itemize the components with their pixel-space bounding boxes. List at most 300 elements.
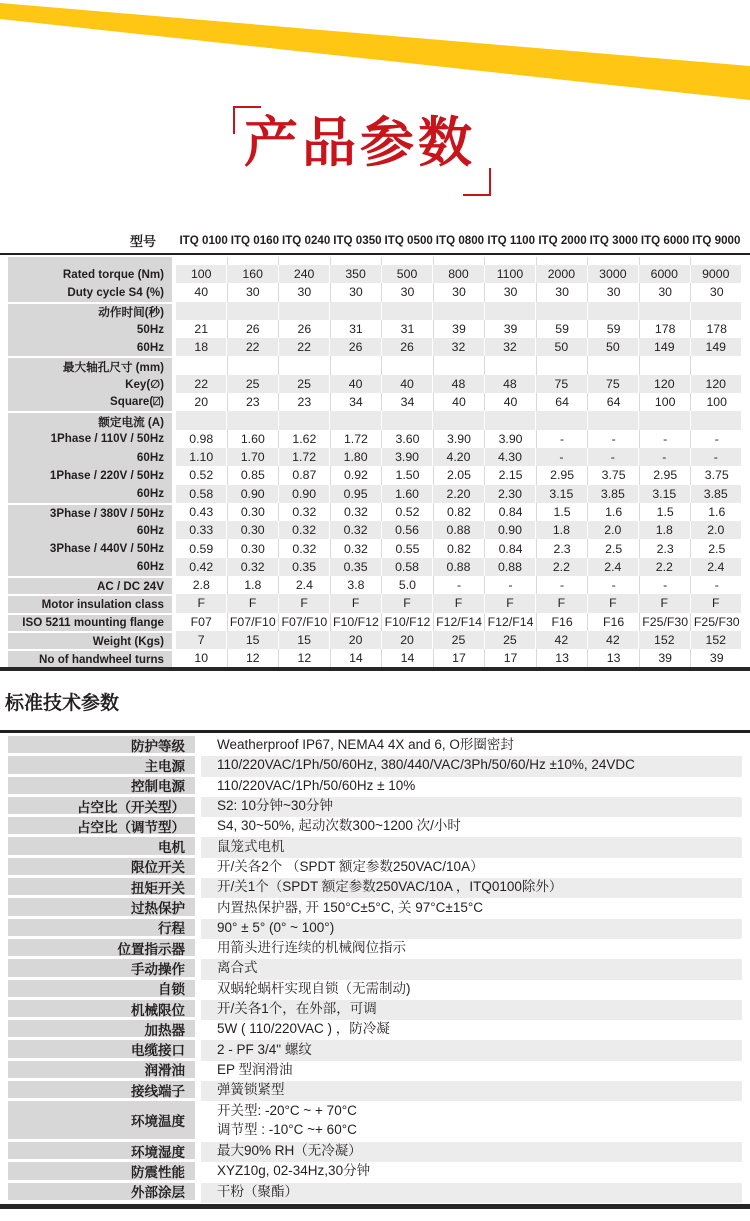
spec-cell xyxy=(536,411,587,429)
tech-row xyxy=(8,1040,742,1060)
spec-cell: 1.50 xyxy=(382,466,434,484)
spec-cell: 0.42 xyxy=(176,558,227,576)
spec-cell: 0.55 xyxy=(382,539,434,557)
spec-cell: 1.8 xyxy=(228,576,280,594)
spec-row-cells xyxy=(176,375,742,393)
spec-cell: 25 xyxy=(279,375,330,393)
spec-cell: 2000 xyxy=(536,265,587,283)
title-corner-bracket-bottom-right xyxy=(463,168,491,196)
spec-cell xyxy=(279,356,331,374)
tech-row-label: 电缆接口 xyxy=(8,1040,195,1060)
spec-cell xyxy=(176,411,227,429)
spec-row-label: ISO 5211 mounting flange xyxy=(8,613,172,631)
spec-cell: 32 xyxy=(485,338,536,356)
spec-cell: 31 xyxy=(382,320,434,338)
spec-row-label xyxy=(8,257,172,265)
tech-row xyxy=(8,1183,742,1203)
tech-row-label: 位置指示器 xyxy=(8,939,195,959)
spec-cell: 48 xyxy=(485,375,536,393)
spec-cell: 0.32 xyxy=(330,521,381,539)
spec-cell: 2.15 xyxy=(485,466,537,484)
spec-cell: F xyxy=(433,594,484,612)
tech-value-line: 5W ( 110/220VAC ) ，防冷凝 xyxy=(217,1021,390,1037)
tech-row xyxy=(8,817,742,837)
spec-cell: 0.32 xyxy=(331,539,383,557)
spec-row-cells xyxy=(176,558,742,576)
spec-row xyxy=(8,466,742,484)
spec-cell: 25 xyxy=(227,375,278,393)
tech-row-value xyxy=(201,1040,742,1060)
spec-row-label: 3Phase / 380V / 50Hz xyxy=(8,503,172,521)
spec-cell: 3.90 xyxy=(382,448,433,466)
spec-cell: 7 xyxy=(176,631,227,649)
spec-cell: F xyxy=(536,594,587,612)
tech-row xyxy=(8,1142,742,1162)
spec-row xyxy=(8,393,742,411)
spec-row-cells xyxy=(176,503,742,521)
spec-cell xyxy=(537,356,589,374)
spec-cell: 0.82 xyxy=(434,539,486,557)
spec-cell xyxy=(639,302,690,320)
tech-value-line: 双蜗轮蜗杆实现自锁（无需制动) xyxy=(217,980,411,996)
tech-row-value xyxy=(201,858,742,878)
spec-cell xyxy=(176,257,228,265)
spec-row xyxy=(8,448,742,466)
spec-cell: 20 xyxy=(176,393,228,411)
spec-cell: 50 xyxy=(588,338,639,356)
tech-row xyxy=(8,980,742,1000)
spec-cell: 75 xyxy=(536,375,587,393)
tech-row-label: 占空比（调节型） xyxy=(8,817,195,837)
spec-cell: 0.84 xyxy=(485,503,537,521)
spec-row-cells xyxy=(176,430,742,448)
spec-cell: 22 xyxy=(176,375,227,393)
spec-cell: 0.87 xyxy=(279,466,331,484)
tech-value-line: 调节型 : -10°C ~+ 60°C xyxy=(217,1122,357,1138)
tech-row xyxy=(8,919,742,939)
spec-cell: 0.35 xyxy=(279,558,330,576)
spec-cell: 40 xyxy=(330,375,381,393)
spec-cell: 149 xyxy=(639,338,690,356)
spec-cell: F xyxy=(485,594,536,612)
spec-cell: 1.5 xyxy=(640,503,692,521)
tech-value-line: 离合式 xyxy=(217,960,258,976)
model-name: ITQ 1100 xyxy=(487,233,536,247)
tech-row xyxy=(8,1000,742,1020)
spec-row xyxy=(8,485,742,503)
spec-cell: 0.95 xyxy=(330,485,381,503)
tech-value-line: 110/220VAC/1Ph/50/60Hz, 380/440/VAC/3Ph/50/60/Hz ±10%, 24VDC xyxy=(217,757,635,773)
tech-row-label: 扭矩开关 xyxy=(8,878,195,898)
tech-row-value xyxy=(201,777,742,797)
spec-cell: 0.33 xyxy=(176,521,227,539)
spec-cell: 5.0 xyxy=(382,576,434,594)
model-column-label: 型号 xyxy=(129,233,156,249)
spec-cell: 39 xyxy=(434,320,486,338)
spec-cell: 3.60 xyxy=(382,430,434,448)
spec-cell: 30 xyxy=(382,283,434,301)
spec-cell: 2.0 xyxy=(588,521,639,539)
tech-row-label: 手动操作 xyxy=(8,959,195,979)
spec-cell: 160 xyxy=(227,265,278,283)
spec-cell: 350 xyxy=(330,265,381,283)
spec-cell: F xyxy=(279,594,330,612)
spec-cell xyxy=(536,302,587,320)
tech-row-value xyxy=(201,878,742,898)
spec-cell: 0.88 xyxy=(433,521,484,539)
spec-cell: 2.30 xyxy=(485,485,536,503)
spec-cell: F16 xyxy=(588,613,640,631)
spec-cell: 75 xyxy=(588,375,639,393)
spec-cell: 0.32 xyxy=(227,558,278,576)
spec-row-label: 额定电流 (A) xyxy=(8,411,172,429)
spec-cell: 39 xyxy=(640,649,692,667)
spec-cell: 30 xyxy=(279,283,331,301)
page-title-block xyxy=(225,100,525,210)
tech-row xyxy=(8,959,742,979)
spec-spacer-row xyxy=(8,257,742,265)
spec-row-cells xyxy=(176,283,742,301)
spec-cell: 14 xyxy=(382,649,434,667)
spec-cell: 1100 xyxy=(485,265,536,283)
spec-row-label: Weight (Kgs) xyxy=(8,631,172,649)
spec-cell: 1.5 xyxy=(537,503,589,521)
tech-row-value xyxy=(201,1000,742,1020)
spec-cell xyxy=(330,411,381,429)
spec-cell: 178 xyxy=(706,322,727,337)
spec-row xyxy=(8,503,742,521)
spec-cell: 12 xyxy=(279,649,331,667)
spec-cell: F12/F14 xyxy=(485,613,537,631)
spec-cell: - xyxy=(588,448,639,466)
tech-row-label: 环境温度 xyxy=(8,1101,195,1142)
spec-cell xyxy=(588,356,640,374)
spec-cell: 0.30 xyxy=(228,503,280,521)
spec-cell: F25/F30 xyxy=(693,614,740,629)
spec-cell: 25 xyxy=(485,631,536,649)
spec-cell: 26 xyxy=(228,320,280,338)
spec-row-cells xyxy=(176,265,742,283)
tech-row-label: 防护等级 xyxy=(8,736,195,756)
tech-row-label: 限位开关 xyxy=(8,858,195,878)
spec-cell: - xyxy=(588,576,640,594)
spec-cell xyxy=(691,356,742,374)
spec-row-cells xyxy=(176,466,742,484)
tech-row-value xyxy=(201,1162,742,1182)
spec-row-cells xyxy=(176,576,742,594)
spec-cell xyxy=(382,257,434,265)
spec-cell: 1.60 xyxy=(382,485,433,503)
spec-cell: F xyxy=(691,594,742,612)
spec-cell: 1.62 xyxy=(279,430,331,448)
tech-value-line: 鼠笼式电机 xyxy=(217,838,285,854)
spec-cell: 26 xyxy=(279,320,331,338)
spec-cell: 178 xyxy=(640,320,692,338)
spec-cell: - xyxy=(537,576,589,594)
spec-cell: 64 xyxy=(588,393,640,411)
spec-cell: 59 xyxy=(537,320,589,338)
spec-row-label: 60Hz xyxy=(8,521,172,539)
tech-section-divider-line xyxy=(0,730,750,733)
spec-cell: - xyxy=(434,576,486,594)
tech-row-value xyxy=(201,1061,742,1081)
spec-cell: 100 xyxy=(706,395,727,410)
tech-value-line: 开关型: -20°C ~ + 70°C xyxy=(217,1103,357,1119)
spec-row-cells xyxy=(176,521,742,539)
spec-cell: 40 xyxy=(176,283,228,301)
spec-cell: F10/F12 xyxy=(382,613,434,631)
spec-row xyxy=(8,302,742,320)
spec-cell: 2.2 xyxy=(639,558,690,576)
spec-cell: F xyxy=(330,594,381,612)
spec-cell: 3.75 xyxy=(704,468,729,483)
spec-row xyxy=(8,613,742,631)
tech-value-line: 最大90% RH（无冷凝） xyxy=(217,1143,362,1159)
tech-value-line: 开/关各1个，在外部，可调 xyxy=(217,1001,377,1017)
spec-cell: 1.6 xyxy=(588,503,640,521)
tech-row-value xyxy=(201,1183,742,1203)
spec-cell xyxy=(691,411,742,429)
spec-row-label: AC / DC 24V xyxy=(8,576,172,594)
tech-row-value xyxy=(201,980,742,1000)
spec-cell: 2.0 xyxy=(691,521,742,539)
tech-value-line: 弹簧锁紧型 xyxy=(217,1082,285,1098)
spec-cell: 31 xyxy=(331,320,383,338)
tech-row-value xyxy=(201,1020,742,1040)
spec-cell: 15 xyxy=(279,631,330,649)
spec-cell: - xyxy=(537,430,589,448)
spec-row-label: 60Hz xyxy=(8,448,172,466)
spec-cell: 3.8 xyxy=(331,576,383,594)
tech-row-value xyxy=(201,939,742,959)
tech-row xyxy=(8,837,742,857)
spec-table-body xyxy=(8,257,742,668)
spec-row xyxy=(8,411,742,429)
spec-cell xyxy=(331,356,383,374)
tech-row-label: 机械限位 xyxy=(8,1000,195,1020)
tech-row-value xyxy=(201,1081,742,1101)
spec-cell xyxy=(330,302,381,320)
model-name: ITQ 2000 xyxy=(538,233,587,247)
spec-cell: - xyxy=(485,576,537,594)
spec-cell: 0.88 xyxy=(485,558,536,576)
spec-cell xyxy=(691,302,742,320)
spec-cell: 23 xyxy=(279,393,331,411)
spec-cell: 34 xyxy=(382,393,434,411)
spec-row-cells xyxy=(176,448,742,466)
tech-row-value xyxy=(201,756,742,776)
spec-cell: 0.92 xyxy=(331,466,383,484)
spec-cell xyxy=(279,411,330,429)
spec-row-cells xyxy=(176,411,742,429)
tech-row xyxy=(8,878,742,898)
spec-cell: - xyxy=(640,430,692,448)
tech-value-line: 用箭头进行连续的机械阀位指示 xyxy=(217,940,406,956)
tech-value-line: S2: 10分钟~30分钟 xyxy=(217,798,333,814)
spec-row xyxy=(8,430,742,448)
tech-row xyxy=(8,1081,742,1101)
spec-cell xyxy=(588,302,639,320)
page-title: 产品参数 xyxy=(244,113,476,173)
model-name: ITQ 0160 xyxy=(230,233,280,247)
spec-cell: - xyxy=(714,578,719,593)
spec-cell: 2.5 xyxy=(708,541,726,556)
tech-value-line: 内置热保护器, 开 150°C±5°C, 关 97°C±15°C xyxy=(217,899,483,915)
spec-cell: - xyxy=(691,448,742,466)
spec-table-bottom-line xyxy=(0,667,750,671)
spec-cell: 0.30 xyxy=(228,539,280,557)
spec-cell: 1.8 xyxy=(536,521,587,539)
spec-cell: 0.32 xyxy=(279,539,331,557)
spec-cell: 3.15 xyxy=(639,485,690,503)
tech-row xyxy=(8,858,742,878)
spec-cell: 2.4 xyxy=(279,576,331,594)
spec-row-label: 动作时间(秒) xyxy=(8,302,172,320)
spec-row-cells xyxy=(176,649,742,667)
spec-cell: F07/F10 xyxy=(279,613,331,631)
spec-cell: 0.90 xyxy=(485,521,536,539)
spec-cell: 26 xyxy=(330,338,381,356)
tech-value-line: 开/关各2个 （SPDT 额定参数250VAC/10A） xyxy=(217,858,484,874)
spec-cell xyxy=(228,356,280,374)
spec-cell: 0.84 xyxy=(485,539,537,557)
spec-cell: 2.4 xyxy=(691,558,742,576)
spec-cell: - xyxy=(536,448,587,466)
tech-row xyxy=(8,898,742,918)
tech-row xyxy=(8,939,742,959)
spec-cell: 120 xyxy=(691,375,742,393)
spec-cell: F10/F12 xyxy=(331,613,383,631)
spec-row-label: Duty cycle S4 (%) xyxy=(8,283,172,301)
spec-row-label: 60Hz xyxy=(8,558,172,576)
spec-row-cells xyxy=(176,257,742,265)
model-name: ITQ 3000 xyxy=(589,233,638,247)
model-name: ITQ 9000 xyxy=(692,233,741,247)
spec-cell: 0.98 xyxy=(176,430,228,448)
spec-row-cells xyxy=(176,485,742,503)
spec-cell: 2.3 xyxy=(640,539,692,557)
tech-value-line: XYZ10g, 02-34Hz,30分钟 xyxy=(217,1163,371,1179)
spec-cell: 1.6 xyxy=(708,505,726,519)
spec-cell: 30 xyxy=(434,283,486,301)
spec-cell: 30 xyxy=(331,283,383,301)
spec-cell: 2.5 xyxy=(588,539,640,557)
spec-cell: 1.10 xyxy=(176,448,227,466)
spec-cell xyxy=(279,257,331,265)
spec-cell: 17 xyxy=(434,649,486,667)
spec-cell: F16 xyxy=(537,613,589,631)
spec-cell: 0.43 xyxy=(176,503,228,521)
spec-cell: 0.32 xyxy=(279,503,331,521)
tech-row-value xyxy=(201,1101,742,1142)
spec-row-cells xyxy=(176,539,742,557)
spec-cell: 42 xyxy=(536,631,587,649)
spec-cell: 13 xyxy=(537,649,589,667)
spec-cell: 32 xyxy=(433,338,484,356)
spec-cell: 20 xyxy=(382,631,433,649)
spec-cell: 13 xyxy=(588,649,640,667)
tech-value-line: S4, 30~50%, 起动次数300~1200 次/小时 xyxy=(217,818,461,834)
tech-row xyxy=(8,797,742,817)
model-name: ITQ 0800 xyxy=(435,233,485,247)
spec-cell: 0.90 xyxy=(279,485,330,503)
spec-cell: 22 xyxy=(279,338,330,356)
spec-row-cells xyxy=(176,393,742,411)
spec-row-label: 60Hz xyxy=(8,485,172,503)
spec-cell xyxy=(382,411,433,429)
spec-cell: 26 xyxy=(382,338,433,356)
spec-cell: 3000 xyxy=(588,265,639,283)
tech-row-label: 外部涂层 xyxy=(8,1183,195,1203)
spec-cell xyxy=(640,356,692,374)
spec-cell: 15 xyxy=(227,631,278,649)
tech-row xyxy=(8,777,742,797)
spec-cell xyxy=(588,257,640,265)
spec-cell: 1.72 xyxy=(331,430,383,448)
spec-cell: 0.52 xyxy=(176,466,228,484)
model-name: ITQ 6000 xyxy=(640,233,690,247)
tech-row-value xyxy=(201,736,742,756)
tech-row-value xyxy=(201,837,742,857)
spec-cell: 39 xyxy=(709,651,724,666)
spec-cell: 30 xyxy=(537,283,589,301)
tech-row-label: 润滑油 xyxy=(8,1061,195,1081)
spec-row-label: 1Phase / 110V / 50Hz xyxy=(8,430,172,448)
tech-row-label: 电机 xyxy=(8,837,195,857)
spec-cell: F xyxy=(639,594,690,612)
model-name: ITQ 0100 xyxy=(179,233,228,247)
spec-cell: F07 xyxy=(176,613,228,631)
spec-cell: 40 xyxy=(434,393,486,411)
spec-cell: 1.72 xyxy=(279,448,330,466)
spec-row xyxy=(8,338,742,356)
spec-row-label: 50Hz xyxy=(8,320,172,338)
spec-cell: 100 xyxy=(640,393,692,411)
spec-cell xyxy=(331,257,383,265)
spec-row xyxy=(8,558,742,576)
tech-row-label: 主电源 xyxy=(8,756,195,776)
spec-row xyxy=(8,375,742,393)
spec-cell: 2.3 xyxy=(537,539,589,557)
spec-cell: F xyxy=(227,594,278,612)
spec-cell: 3.85 xyxy=(691,485,742,503)
spec-cell: 21 xyxy=(176,320,228,338)
spec-cell: 34 xyxy=(331,393,383,411)
spec-cell: 0.56 xyxy=(382,521,433,539)
spec-cell: 0.32 xyxy=(279,521,330,539)
spec-row xyxy=(8,320,742,338)
spec-cell xyxy=(228,257,280,265)
spec-cell xyxy=(382,356,434,374)
tech-row-value xyxy=(201,959,742,979)
yellow-diagonal-band xyxy=(0,0,750,110)
tech-row-label: 环境湿度 xyxy=(8,1142,195,1162)
tech-value-line: EP 型润滑油 xyxy=(217,1061,293,1077)
spec-cell xyxy=(433,411,484,429)
spec-row xyxy=(8,631,742,649)
spec-cell: F xyxy=(588,594,639,612)
spec-cell: 30 xyxy=(588,283,640,301)
spec-cell xyxy=(485,257,537,265)
spec-cell: 0.58 xyxy=(382,558,433,576)
spec-cell xyxy=(176,356,228,374)
spec-cell: 1.8 xyxy=(639,521,690,539)
tech-row-value xyxy=(201,898,742,918)
tech-value-line: 90° ± 5° (0° ~ 100°) xyxy=(217,919,335,935)
spec-cell: 1.80 xyxy=(330,448,381,466)
spec-cell: 48 xyxy=(433,375,484,393)
spec-row-cells xyxy=(176,320,742,338)
